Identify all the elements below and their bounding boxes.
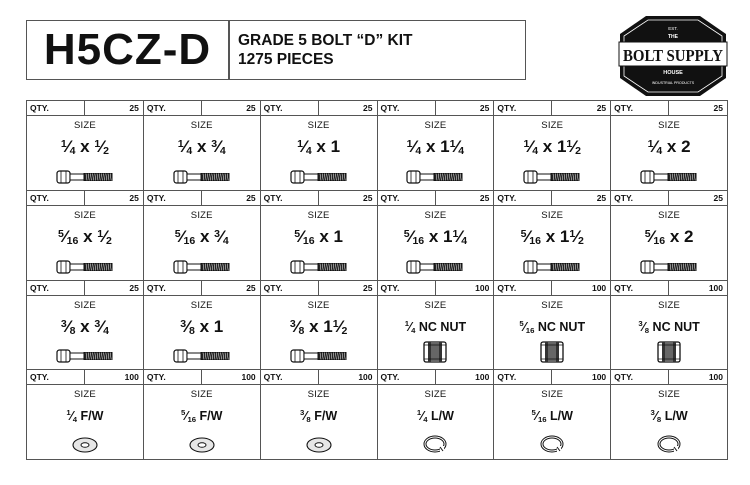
hex-nut-icon (657, 341, 681, 363)
part-image (261, 437, 377, 453)
bolt-icon (173, 170, 231, 184)
qty-value: 25 (713, 192, 723, 203)
size-label: SIZE (541, 209, 564, 221)
qty-label: QTY. (261, 101, 319, 115)
size-label: SIZE (307, 120, 330, 131)
size-value: $^3⁄_8$ F/W (300, 408, 338, 425)
part-cell (27, 191, 144, 281)
qty-bar (261, 101, 377, 116)
part-image (27, 437, 143, 453)
qty-label: QTY. (611, 191, 669, 205)
size-label: SIZE (307, 299, 330, 311)
size-label: SIZE (307, 209, 330, 221)
size-value: $^1⁄_4$ x 1 (297, 137, 341, 157)
part-image (144, 260, 260, 274)
size-value: $^1⁄_4$ x $^1⁄_2$ (60, 137, 109, 157)
qty-value: 25 (479, 192, 490, 203)
qty-label: QTY. (27, 281, 85, 295)
bolt-icon (640, 170, 698, 184)
qty-label: QTY. (378, 101, 436, 115)
qty-value: 25 (246, 192, 256, 203)
flat-washer-icon (306, 437, 332, 453)
lock-washer-icon (540, 435, 564, 453)
size-label: SIZE (190, 299, 213, 311)
bolt-icon (406, 170, 464, 184)
qty-value: 100 (708, 372, 723, 383)
qty-value: 25 (363, 103, 373, 113)
qty-value: 25 (479, 103, 490, 113)
qty-value: 100 (124, 372, 139, 383)
qty-value: 25 (246, 103, 256, 113)
qty-bar (611, 101, 727, 116)
size-value: $^1⁄_4$ F/W (66, 408, 104, 425)
qty-label: QTY. (261, 281, 319, 295)
size-value: $^3⁄_8$ x $^3⁄_4$ (60, 316, 109, 337)
part-cell (611, 191, 728, 281)
logo-est-text: EST. (668, 26, 678, 31)
kit-description (229, 20, 526, 80)
qty-label: QTY. (378, 281, 436, 295)
part-cell (494, 281, 611, 371)
size-value: $^3⁄_8$ x $1^1⁄_2$ (289, 316, 348, 337)
qty-label: QTY. (27, 191, 85, 205)
qty-value: 100 (241, 372, 256, 383)
hex-nut-icon (540, 341, 564, 363)
hex-nut-icon (423, 341, 447, 363)
qty-bar (144, 101, 260, 116)
part-image (611, 170, 727, 184)
qty-value: 25 (363, 192, 373, 203)
part-image (261, 260, 377, 274)
qty-bar (611, 281, 727, 296)
bolt-icon (523, 260, 581, 274)
part-cell (144, 191, 261, 281)
bolt-icon (56, 260, 114, 274)
parts-grid (26, 100, 728, 460)
size-label: SIZE (73, 209, 96, 221)
qty-label: QTY. (494, 370, 552, 384)
qty-label: QTY. (494, 191, 552, 205)
bolt-icon (290, 260, 348, 274)
part-image (27, 260, 143, 274)
part-image (144, 437, 260, 453)
size-value: $^1⁄_4$ NC NUT (404, 318, 467, 335)
part-cell (261, 370, 378, 460)
size-label: SIZE (658, 299, 681, 311)
part-image (144, 170, 260, 184)
size-label: SIZE (658, 389, 681, 401)
bolt-supply-house-logo (618, 14, 728, 98)
qty-label: QTY. (261, 191, 319, 205)
size-value: $^5⁄_{16}$ x $^3⁄_4$ (174, 226, 229, 247)
size-label: SIZE (190, 209, 213, 221)
size-value: $^1⁄_4$ x $1^1⁄_4$ (406, 137, 465, 157)
qty-bar (378, 191, 494, 206)
part-image (378, 260, 494, 274)
qty-label: QTY. (378, 191, 436, 205)
qty-bar (611, 370, 727, 385)
bolt-icon (56, 349, 114, 363)
qty-bar (27, 101, 143, 116)
qty-bar (27, 370, 143, 385)
size-value: $^5⁄_{16}$ x 2 (644, 226, 694, 247)
qty-label: QTY. (144, 101, 202, 115)
size-value: $^5⁄_{16}$ x $1^1⁄_2$ (520, 226, 584, 247)
part-image (611, 260, 727, 274)
qty-value: 25 (713, 103, 723, 113)
size-label: SIZE (190, 389, 213, 401)
qty-bar (144, 281, 260, 296)
part-cell (144, 101, 261, 191)
qty-bar (27, 281, 143, 296)
part-image (144, 349, 260, 363)
part-cell (378, 191, 495, 281)
qty-value: 25 (129, 192, 139, 203)
size-label: SIZE (73, 120, 96, 131)
part-cell (27, 370, 144, 460)
qty-value: 100 (475, 372, 490, 383)
size-value: $^1⁄_4$ x $^3⁄_4$ (177, 137, 226, 157)
qty-value: 100 (591, 372, 607, 383)
part-cell (261, 101, 378, 191)
part-image (611, 341, 727, 363)
logo-name-text: BOLT SUPPLY (623, 46, 723, 65)
size-value: $^5⁄_{16}$ x $^1⁄_2$ (57, 226, 112, 247)
qty-value: 25 (363, 282, 373, 293)
qty-value: 100 (708, 282, 723, 293)
size-value: $^5⁄_{16}$ F/W (181, 408, 223, 425)
part-cell (261, 281, 378, 371)
qty-value: 25 (129, 282, 139, 293)
part-cell (378, 281, 495, 371)
part-cell (261, 191, 378, 281)
qty-bar (261, 191, 377, 206)
qty-value: 25 (246, 282, 256, 293)
qty-bar (378, 370, 494, 385)
part-image (611, 435, 727, 453)
logo-tagline-text: INDUSTRIAL PRODUCTS (651, 81, 695, 85)
size-label: SIZE (541, 299, 564, 311)
size-label: SIZE (424, 120, 447, 131)
qty-label: QTY. (144, 191, 202, 205)
qty-label: QTY. (494, 101, 552, 115)
size-value: $^3⁄_8$ NC NUT (638, 318, 700, 335)
qty-bar (494, 370, 610, 385)
part-image (378, 435, 494, 453)
qty-value: 25 (596, 103, 607, 113)
part-image (261, 349, 377, 363)
part-cell (494, 101, 611, 191)
bolt-icon (173, 349, 231, 363)
size-value: $^3⁄_8$ x 1 (180, 316, 224, 337)
size-label: SIZE (541, 120, 564, 131)
size-value: $^5⁄_{16}$ x $1^1⁄_4$ (403, 226, 468, 247)
qty-bar (378, 101, 494, 116)
bolt-icon (523, 170, 581, 184)
qty-label: QTY. (378, 370, 436, 384)
lock-washer-icon (657, 435, 681, 453)
qty-value: 25 (596, 192, 607, 203)
qty-label: QTY. (494, 281, 552, 295)
qty-label: QTY. (27, 101, 85, 115)
qty-bar (27, 191, 143, 206)
bolt-icon (290, 170, 348, 184)
qty-bar (378, 281, 494, 296)
size-value: $^1⁄_4$ x 2 (647, 137, 691, 157)
qty-bar (144, 370, 260, 385)
qty-value: 100 (591, 282, 607, 293)
size-label: SIZE (73, 299, 96, 311)
kit-code: H5CZ-D (26, 20, 229, 80)
flat-washer-icon (189, 437, 215, 453)
part-image (261, 170, 377, 184)
lock-washer-icon (423, 435, 447, 453)
bolt-icon (406, 260, 464, 274)
part-cell (611, 101, 728, 191)
size-label: SIZE (73, 389, 96, 401)
part-image (27, 170, 143, 184)
part-image (494, 341, 610, 363)
size-value: $^5⁄_{16}$ NC NUT (519, 318, 586, 335)
part-image (494, 435, 610, 453)
logo-house-text: HOUSE (663, 70, 683, 76)
flat-washer-icon (72, 437, 98, 453)
qty-label: QTY. (261, 370, 319, 384)
qty-value: 25 (129, 103, 139, 113)
part-cell (611, 281, 728, 371)
size-value: $^5⁄_{16}$ L/W (531, 408, 573, 425)
kit-pieces-line: 1275 PIECES (238, 51, 334, 68)
bolt-icon (290, 349, 348, 363)
qty-value: 100 (358, 372, 373, 383)
part-cell (611, 370, 728, 460)
part-cell (378, 370, 495, 460)
qty-bar (494, 281, 610, 296)
part-image (378, 341, 494, 363)
part-image (27, 349, 143, 363)
bolt-icon (56, 170, 114, 184)
bolt-icon (173, 260, 231, 274)
qty-bar (611, 191, 727, 206)
size-value: $^1⁄_4$ L/W (416, 408, 454, 425)
part-cell (494, 370, 611, 460)
part-cell (27, 101, 144, 191)
logo-the-text: THE (668, 34, 678, 40)
size-label: SIZE (190, 120, 213, 131)
qty-label: QTY. (611, 101, 669, 115)
size-label: SIZE (424, 389, 447, 401)
qty-label: QTY. (611, 281, 669, 295)
part-cell (27, 281, 144, 371)
qty-bar (494, 191, 610, 206)
size-label: SIZE (307, 389, 330, 401)
part-image (494, 260, 610, 274)
qty-bar (494, 101, 610, 116)
size-value: $^5⁄_{16}$ x 1 (294, 226, 343, 247)
qty-bar (144, 191, 260, 206)
size-label: SIZE (541, 389, 564, 401)
qty-label: QTY. (144, 370, 202, 384)
part-image (378, 170, 494, 184)
size-value: $^3⁄_8$ L/W (650, 408, 688, 425)
size-label: SIZE (658, 120, 681, 131)
qty-label: QTY. (611, 370, 669, 384)
part-cell (494, 191, 611, 281)
part-image (494, 170, 610, 184)
size-label: SIZE (424, 209, 447, 221)
part-cell (144, 370, 261, 460)
qty-label: QTY. (144, 281, 202, 295)
part-cell (378, 101, 495, 191)
qty-bar (261, 281, 377, 296)
size-value: $^1⁄_4$ x $1^1⁄_2$ (523, 137, 581, 157)
bolt-icon (640, 260, 698, 274)
size-label: SIZE (658, 209, 681, 221)
part-cell (144, 281, 261, 371)
qty-bar (261, 370, 377, 385)
size-label: SIZE (424, 299, 447, 311)
qty-label: QTY. (27, 370, 85, 384)
qty-value: 100 (475, 282, 490, 293)
kit-grade-line: GRADE 5 BOLT “D” KIT (238, 32, 413, 49)
